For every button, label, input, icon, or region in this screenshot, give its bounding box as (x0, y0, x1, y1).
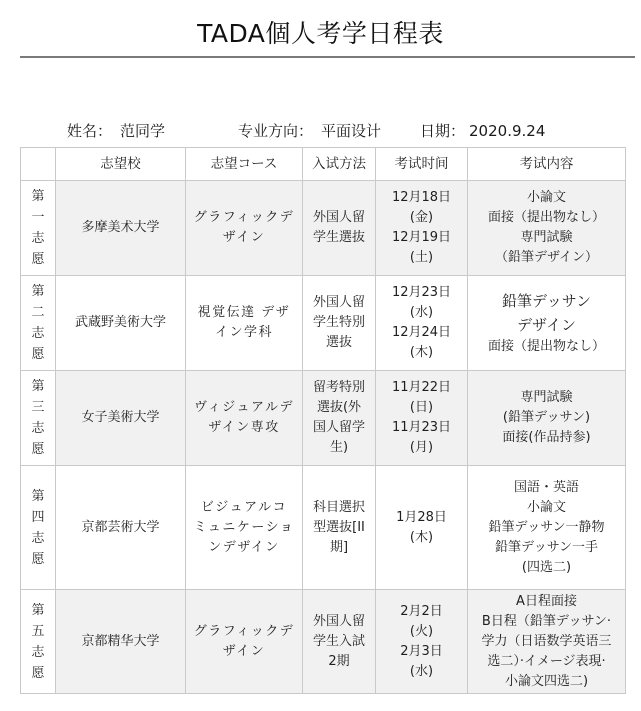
method-cell (303, 466, 376, 590)
table-row (21, 466, 626, 590)
time-line: 12月23日 (391, 285, 452, 300)
content-line: (四选二) (521, 559, 572, 575)
time-line: 2月3日 (400, 643, 443, 659)
school-cell: 女子美術大学 (56, 371, 186, 466)
time-line: 11月23日 (391, 420, 452, 435)
page-title: TADA個人考学日程表 (197, 19, 444, 48)
rank-char: 志 (31, 530, 45, 546)
rank-char: 一 (31, 210, 45, 225)
content-line: 専門試験 (520, 230, 573, 245)
name-value: 范同学 (120, 122, 166, 140)
time-cell (376, 276, 468, 371)
time-line: 11月22日 (391, 380, 452, 395)
course-line: ヴィジュアルデ (194, 400, 294, 415)
header-course: 志望コース (186, 148, 303, 181)
rank-char: 志 (31, 231, 45, 246)
content-cell (468, 181, 626, 276)
time-cell (376, 466, 468, 590)
time-line: (水) (409, 663, 434, 679)
method-line: 学生入試 (312, 633, 365, 649)
course-cell (186, 371, 303, 466)
course-line: ビジュアルコ (200, 499, 288, 515)
header-time: 考试时间 (376, 148, 468, 181)
method-cell (303, 181, 376, 276)
content-line: 国語・英語 (513, 479, 579, 495)
content-line: 面接(作品持参) (502, 430, 591, 445)
time-line: 12月19日 (391, 230, 452, 245)
method-line: 国人留学 (312, 420, 365, 435)
time-line: 1月28日 (396, 509, 447, 525)
course-line: ザイン専攻 (208, 420, 280, 435)
rank-cell (21, 590, 56, 694)
time-line: 12月24日 (391, 325, 452, 340)
rank-char: 愿 (31, 347, 45, 362)
content-line: B日程（鉛筆デッサン· (481, 613, 612, 629)
content-line: 面接（提出物なし） (487, 210, 605, 225)
content-line: 鉛筆デッサン (502, 292, 591, 310)
school-cell: 京都精华大学 (56, 590, 186, 694)
title-divider (20, 56, 635, 58)
time-line: (水) (409, 305, 434, 320)
date-label: 日期： (420, 122, 466, 140)
rank-char: 志 (31, 644, 45, 660)
method-line: 生) (329, 440, 349, 455)
table-row (21, 181, 626, 276)
time-line: (火) (409, 623, 434, 639)
course-line: ザイン (222, 643, 266, 659)
schedule-date (420, 120, 545, 142)
course-line: グラフィックデ (193, 210, 295, 225)
rank-char: 志 (31, 421, 45, 436)
rank-char: 第 (31, 488, 45, 504)
rank-char: 第 (31, 379, 45, 394)
content-line: 小論文四选二) (504, 673, 589, 689)
student-info-row (0, 120, 641, 142)
method-line: 選抜 (325, 335, 352, 350)
rank-char: 第 (31, 189, 45, 204)
content-line: 小論文 (526, 190, 566, 205)
rank-char: 志 (31, 326, 45, 341)
content-line: (鉛筆デッサン) (502, 410, 591, 425)
school-cell: 多摩美术大学 (56, 181, 186, 276)
time-line: (木) (409, 345, 434, 360)
rank-char: 二 (31, 305, 45, 320)
course-line: ミュニケーショ (193, 519, 295, 535)
rank-cell (21, 371, 56, 466)
course-cell (186, 276, 303, 371)
rank-char: 愿 (31, 442, 45, 457)
method-line: 外国人留 (312, 613, 365, 629)
course-line: グラフィックデ (193, 623, 295, 639)
method-line: 留考特別 (312, 380, 365, 395)
major-value: 平面设计 (321, 122, 382, 140)
content-line: 学力（日语数学英语三 (481, 633, 612, 649)
method-line: 学生選抜 (312, 230, 365, 245)
student-major (238, 120, 381, 142)
course-line: 視覚伝達 デザ (197, 305, 291, 320)
time-line: (木) (409, 529, 434, 545)
content-line: 鉛筆デッサン一静物 (488, 519, 605, 535)
student-name (67, 120, 165, 142)
content-line: 小論文 (526, 499, 566, 515)
method-line: 型選抜[II (313, 519, 365, 535)
time-line: 12月18日 (391, 190, 452, 205)
method-line: 外国人留 (312, 295, 365, 310)
table-row (21, 276, 626, 371)
content-line: （鉛筆デザイン） (494, 250, 599, 265)
method-line: 学生特別 (312, 315, 365, 330)
time-cell (376, 590, 468, 694)
table-header-row (21, 148, 626, 181)
content-line: 选二）·イメージ表現· (487, 653, 606, 669)
method-line: 選抜(外 (316, 400, 362, 415)
content-cell (468, 590, 626, 694)
course-cell (186, 466, 303, 590)
header-method: 入试方法 (303, 148, 376, 181)
method-line: 外国人留 (312, 210, 365, 225)
method-cell (303, 590, 376, 694)
method-line: 科目選択 (312, 499, 365, 515)
table-row (21, 590, 626, 694)
table-row (21, 371, 626, 466)
content-line: 専門試験 (520, 390, 573, 405)
method-cell (303, 371, 376, 466)
rank-cell (21, 466, 56, 590)
method-line: 期] (329, 539, 349, 555)
major-label: 专业方向： (238, 122, 314, 140)
method-line: 2期 (328, 653, 350, 669)
time-line: (金) (409, 210, 434, 225)
rank-cell (21, 181, 56, 276)
header-school: 志望校 (56, 148, 186, 181)
content-cell (468, 276, 626, 371)
date-value: 2020.9.24 (469, 122, 546, 140)
time-line: 2月2日 (400, 603, 443, 619)
rank-char: 第 (31, 602, 45, 618)
course-cell (186, 181, 303, 276)
course-cell (186, 590, 303, 694)
rank-char: 愿 (31, 252, 45, 267)
time-line: (月) (409, 440, 434, 455)
header-content: 考试内容 (468, 148, 626, 181)
rank-cell (21, 276, 56, 371)
time-line: (日) (409, 400, 434, 415)
content-line: 面接（提出物なし） (487, 339, 605, 354)
course-line: イン学科 (214, 325, 273, 340)
header-rank (21, 148, 56, 181)
content-line: A日程面接 (516, 593, 577, 609)
content-cell (468, 371, 626, 466)
time-cell (376, 181, 468, 276)
rank-char: 第 (31, 284, 45, 299)
school-cell: 武蔵野美術大学 (56, 276, 186, 371)
rank-char: 五 (31, 623, 45, 639)
name-label: 姓名： (67, 122, 113, 140)
rank-char: 愿 (31, 551, 45, 567)
school-cell: 京都芸術大学 (56, 466, 186, 590)
rank-char: 四 (31, 509, 45, 525)
course-line: ンデザイン (208, 539, 280, 555)
rank-char: 三 (31, 400, 45, 415)
time-cell (376, 371, 468, 466)
time-line: (土) (409, 250, 434, 265)
rank-char: 愿 (31, 665, 45, 681)
course-line: ザイン (222, 230, 266, 245)
exam-schedule-table (20, 147, 626, 694)
content-cell (468, 466, 626, 590)
content-line: デザイン (517, 316, 576, 334)
content-line: 鉛筆デッサン一手 (494, 539, 599, 555)
method-cell (303, 276, 376, 371)
